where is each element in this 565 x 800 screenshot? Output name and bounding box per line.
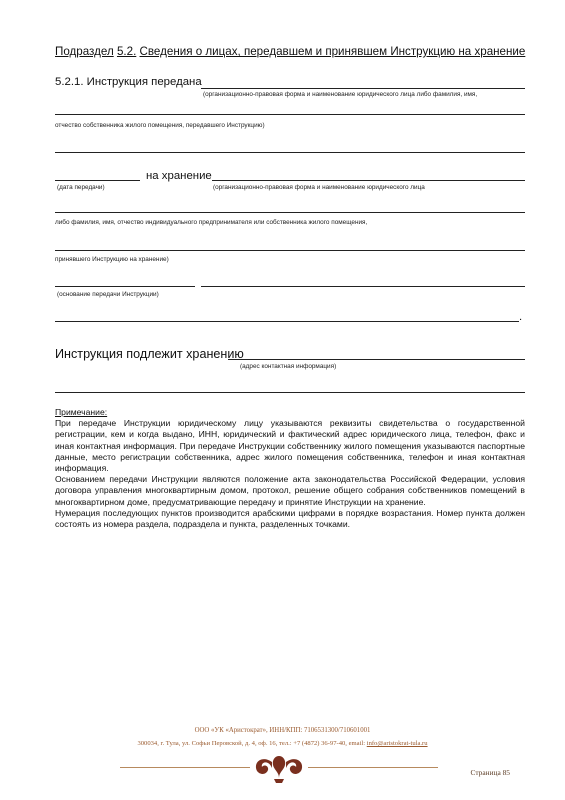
- footer-company: ООО «УК «Аристократ», ИНН/КПП: 7106531300/710601001: [194, 727, 371, 734]
- hint-org-form: (организационно-правовая форма и наименование юридического лица либо фамилия, имя,: [203, 91, 478, 98]
- note-paragraph: При передаче Инструкции юридическому лицу указываются реквизиты свидетельства о государственной регистрации, кем и когда выдано, ИНН, юридический и фактический адрес юридического лица, телефон, факс и иная контактная информация. При передаче Инструкции собственнику жилого помещения указываются паспортные данные, место регистрации собственника, адрес жилого помещения собственника, телефон и иная контактная информация.: [55, 418, 525, 474]
- note-paragraph: Нумерация последующих пунктов производится арабскими цифрами в порядке возрастания. Номер пункта должен состоять из номера раздела, подраздела и пункта, разделенных точками.: [55, 507, 525, 530]
- storage-line-2[interactable]: [55, 212, 525, 213]
- footer-address-text: 300034, г. Тула, ул. Софьи Перовской, д. 4, оф. 16, тел.: +7 (4872) 36-97-40, email:: [137, 740, 367, 747]
- heading-prefix: Подраздел: [55, 45, 114, 58]
- subsection-heading: [55, 45, 525, 59]
- hint-basis: (основание передачи Инструкции): [57, 291, 159, 298]
- heading-number: 5.2.: [116, 45, 137, 58]
- basis-line-2[interactable]: [55, 321, 519, 322]
- footer-address: [0, 740, 565, 747]
- hint-date: (дата передачи): [57, 184, 105, 191]
- storage-label: на хранение: [146, 170, 212, 182]
- footer-divider-left: [120, 767, 250, 768]
- storage-subject-label: Инструкция подлежит хранению: [55, 347, 244, 361]
- note-title: Примечание:: [55, 407, 108, 417]
- date-line[interactable]: [55, 180, 140, 181]
- hint-accepted: принявшего Инструкцию на хранение): [55, 256, 169, 263]
- hint-patronymic-owner: отчество собственника жилого помещения, передавшего Инструкцию): [55, 122, 265, 129]
- hint-or-name: либо фамилия, имя, отчество индивидуального предпринимателя или собственника жилого помещения,: [55, 219, 368, 226]
- note-paragraph: Основанием передачи Инструкции являются положение акта законодательства Российской Федерации, условия договора управления многоквартирным домом, протокол, решение общего собрания собственников помещений в многоквартирном доме, предусматривающие передачу и принятие Инструкции на хранение.: [55, 474, 525, 507]
- transferred-label: 5.2.1. Инструкция передана: [55, 76, 202, 88]
- footer-divider-right: [308, 767, 438, 768]
- hint-address: (адрес контактная информация): [240, 363, 337, 370]
- transferred-line[interactable]: [201, 88, 525, 89]
- transferred-line-3[interactable]: [55, 152, 525, 153]
- storage-line-3[interactable]: [55, 250, 525, 251]
- basis-line-right[interactable]: [201, 286, 525, 287]
- heading-title: Сведения о лицах, передавшем и принявшем Инструкцию на хранение: [139, 45, 526, 58]
- address-line-2[interactable]: [55, 392, 525, 393]
- end-dot: .: [519, 311, 523, 323]
- footer-email-link[interactable]: info@aristokrat-tula.ru: [366, 740, 428, 747]
- hint-org-form-2: (организационно-правовая форма и наименование юридического лица: [213, 184, 425, 191]
- ornament-logo-icon: [250, 752, 308, 786]
- page-number: Страница 85: [470, 768, 510, 777]
- transferred-line-2[interactable]: [55, 114, 525, 115]
- note-block: [55, 407, 525, 530]
- basis-line[interactable]: [55, 286, 195, 287]
- storage-line[interactable]: [212, 180, 525, 181]
- address-line[interactable]: [228, 359, 525, 360]
